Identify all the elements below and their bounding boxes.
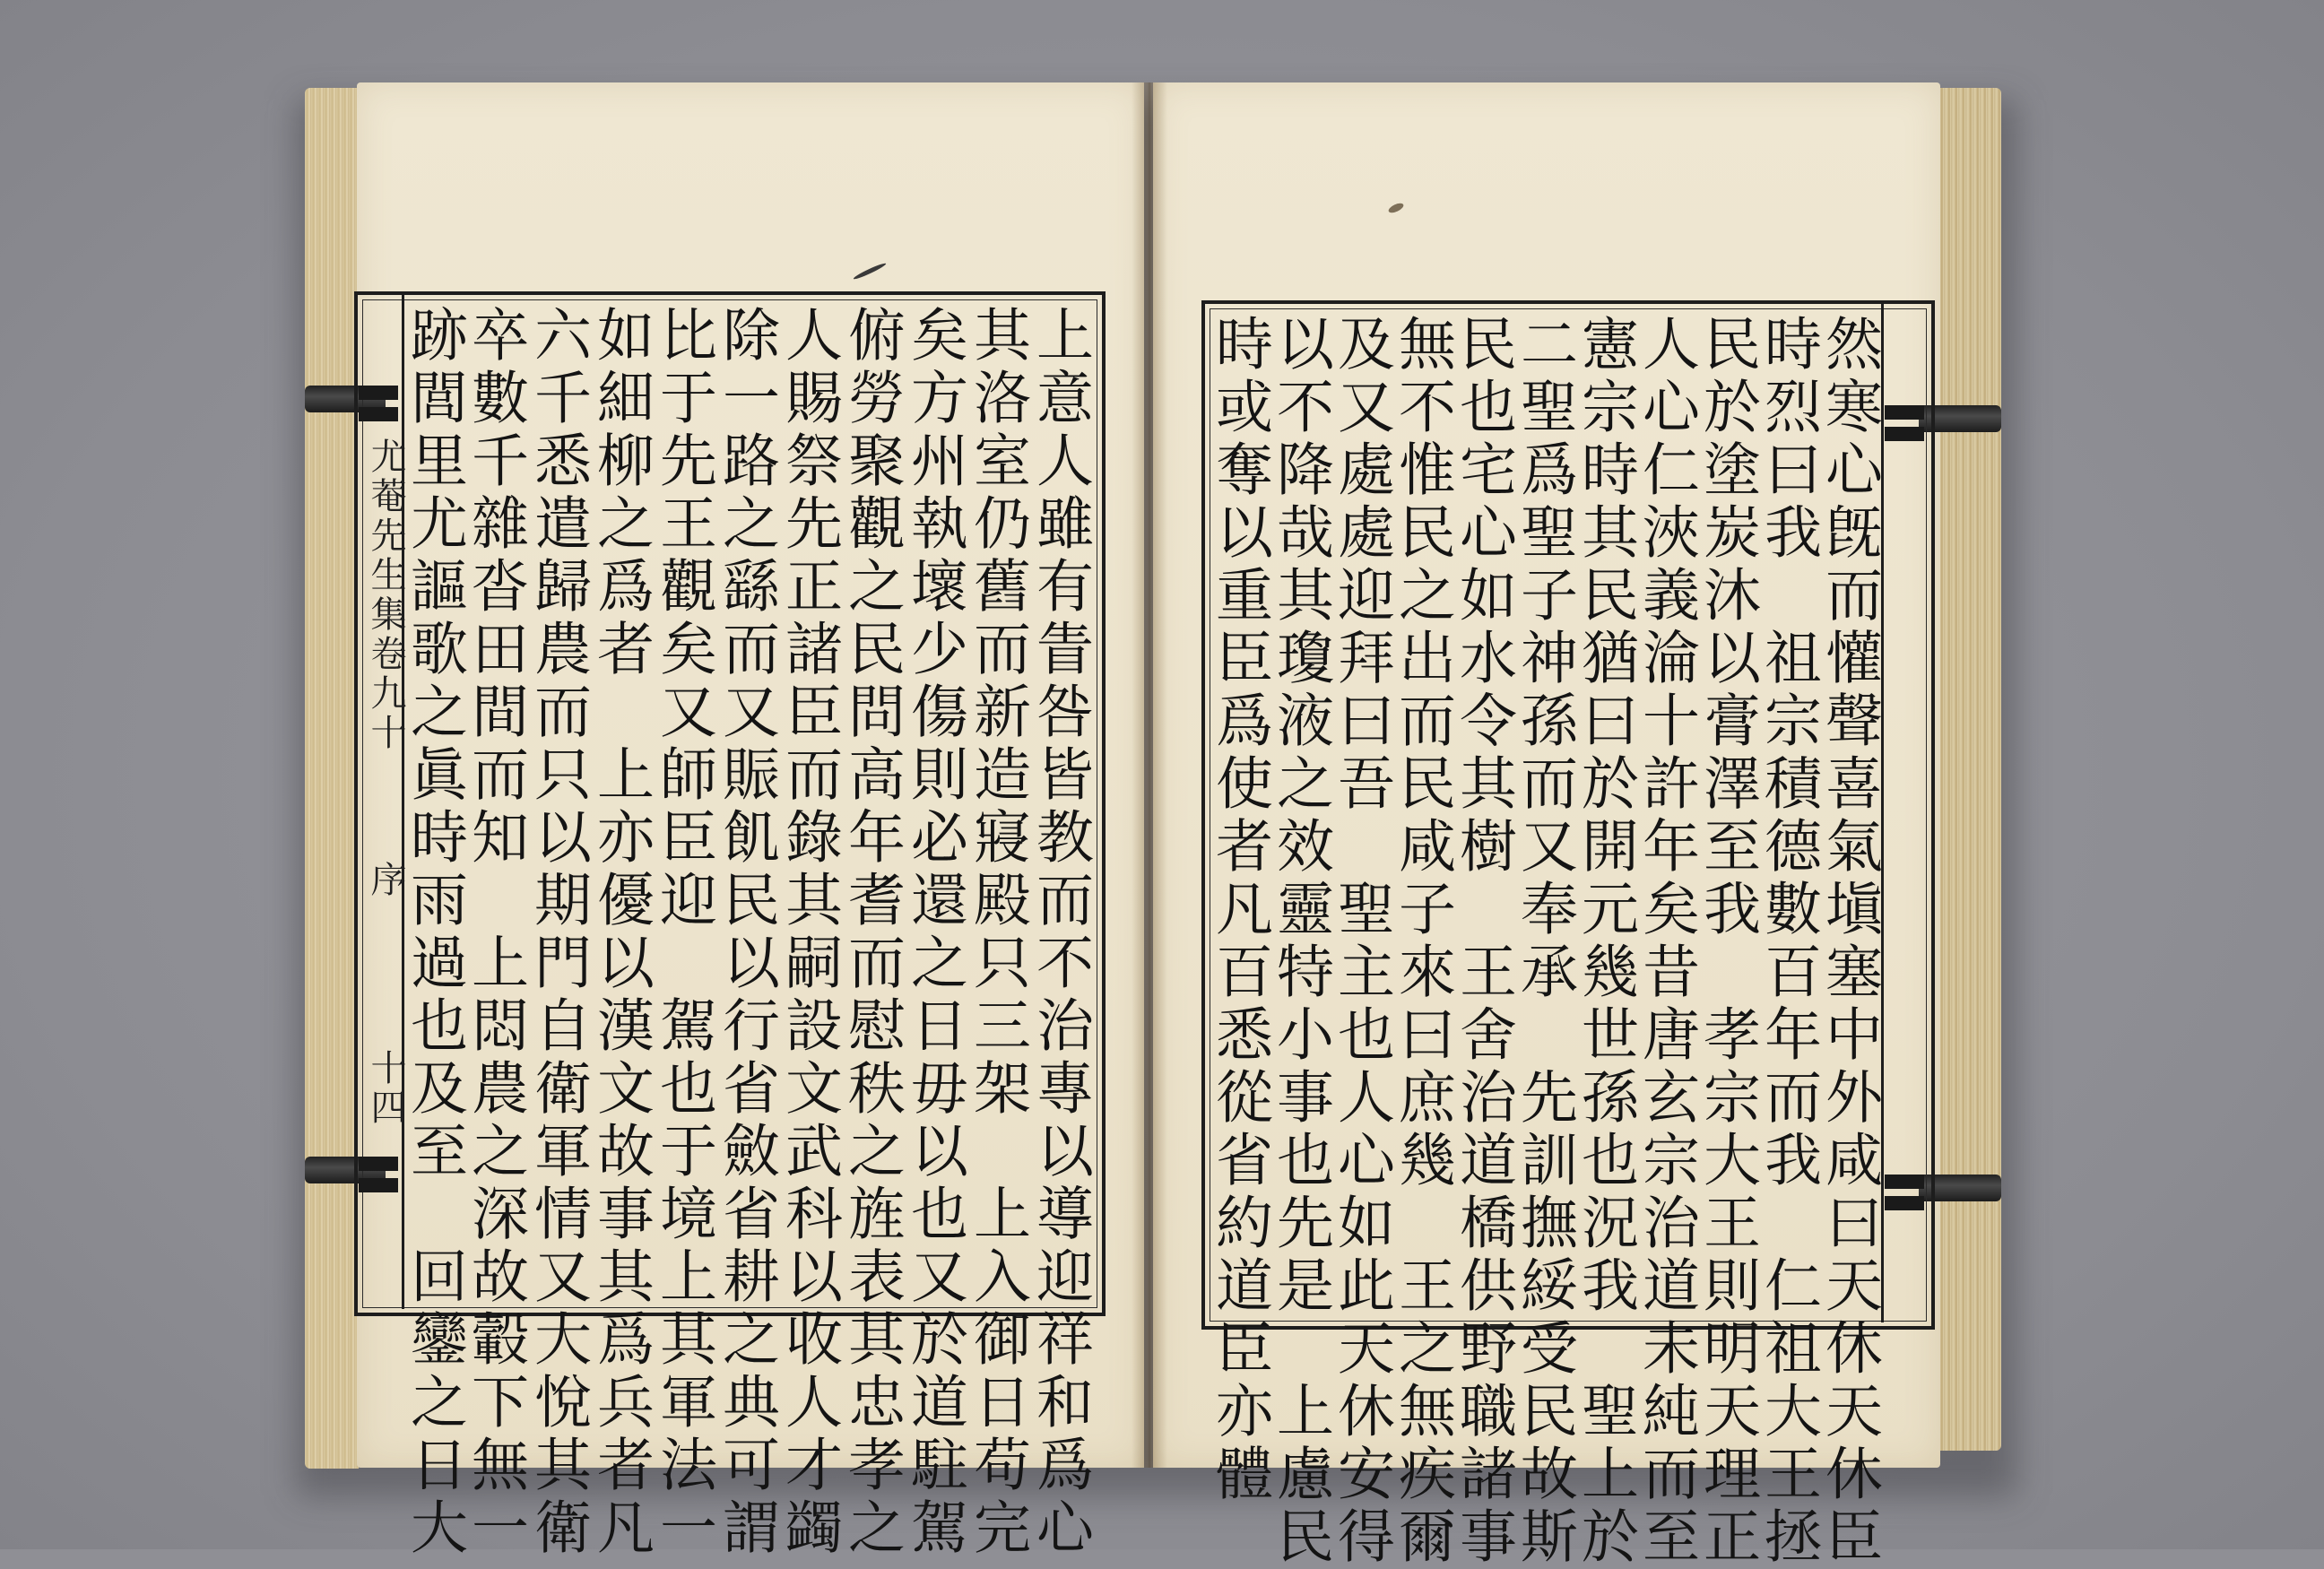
right-text-column-1: 然寒心旣而懽聲喜氣塡塞中外咸曰天休天休臣 (1816, 314, 1882, 1569)
left-text-column-6: 除一路之繇而又賑飢民以行省斂省耕之典可謂 (713, 305, 779, 1560)
margin-section: 序 (365, 861, 406, 900)
right-page-stack (1937, 88, 2001, 1451)
fish-tail-upper-left (359, 386, 398, 421)
fish-tail-lower-right (1885, 1175, 1924, 1210)
margin-page-number: 十四 (365, 1049, 406, 1128)
right-text-column-7: 民也宅心如水令其樹 王舍治道橋供野職諸事 (1450, 314, 1516, 1569)
right-text-column-10: 以不降哉其瓊液之效靈特小事也先是 上慮民 (1267, 314, 1333, 1569)
left-text-column-2: 其洛室仍舊而新造寢殿只三架 上入御日苟完 (964, 305, 1030, 1560)
fish-tail-upper-right (1885, 405, 1924, 441)
fish-tail-lower-left (359, 1157, 398, 1192)
left-text-column-9: 六千悉遣歸農而只以期門自衛軍情又大悅其衛 (525, 305, 591, 1560)
right-text-column-9: 及又處處迎拜曰吾 聖主也人心如此天休安得 (1328, 314, 1394, 1569)
right-text-column-2: 時烈曰我 祖宗積德數百年而我 仁祖大王拯 (1755, 314, 1821, 1569)
margin-book-title: 尤菴先生集卷九十 (365, 438, 406, 753)
left-page-stack (305, 88, 359, 1469)
right-text-column-5: 憲宗時其民猶曰於開元幾世孫也況我 聖上於 (1572, 314, 1638, 1569)
left-text-column-11: 跡閭里尤謳歌之眞時雨過也及至 回鑾之日大 (401, 305, 467, 1560)
left-text-column-1: 上意人雖有眚咎皆教而不治專以導迎祥和爲心 (1027, 305, 1093, 1560)
right-text-column-11: 時或奪以重臣爲使者凡百悉從省約道臣亦體 (1206, 314, 1272, 1506)
right-text-column-6: 二聖爲聖子神孫而又奉承 先訓撫綏受民故斯 (1511, 314, 1577, 1569)
left-text-column-5: 人賜祭先正諸臣而錄其嗣設文武科以收人才蠲 (776, 305, 842, 1560)
right-text-column-4: 人心仁浹義淪十許年矣昔唐玄宗治道未純而至 (1633, 314, 1699, 1569)
left-text-column-10: 卒數千雜沓田間而知 上悶農之深故轂下無一 (462, 305, 528, 1560)
right-text-column-8: 無不惟民之出而民咸子來曰庶幾 王之無疾爾 (1389, 314, 1455, 1569)
right-text-column-3: 民於塗炭沐以膏澤至我 孝宗大王則明天理正 (1694, 314, 1760, 1569)
left-text-column-4: 俯勞聚觀之民問高年耆而慰秩之旌表其忠孝之 (838, 305, 905, 1560)
right-center-column (1881, 300, 1930, 1322)
left-text-column-3: 矣方州執壞少傷則必還之日毋以也又於道駐駕 (901, 305, 967, 1560)
left-text-column-7: 比于先王觀矣又師臣迎 駕也于境上其軍法一 (650, 305, 716, 1560)
left-text-column-8: 如細柳之爲者 上亦優以漢文故事其爲兵者凡 (587, 305, 654, 1560)
book-gutter (1132, 82, 1167, 1468)
